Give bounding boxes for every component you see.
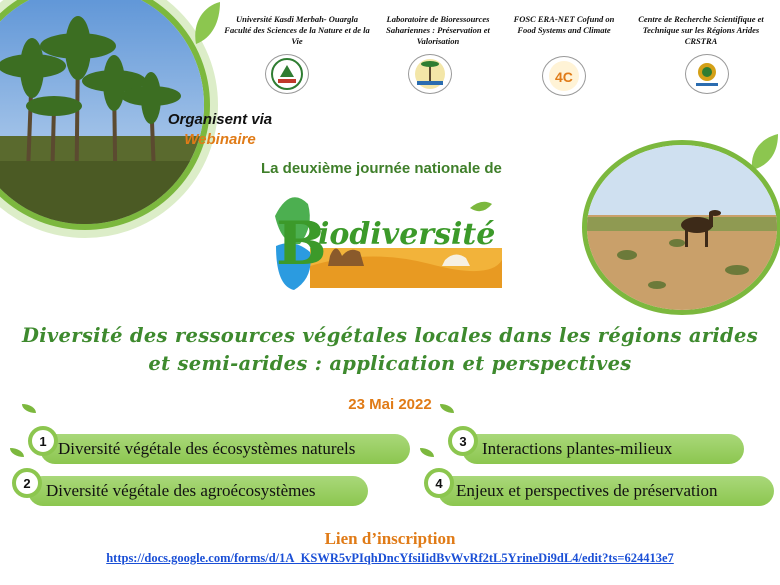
desert-illustration [587, 145, 779, 312]
topic-number-4: 4 [424, 468, 454, 498]
desert-camel-photo [582, 140, 780, 315]
topic-label-2: Diversité végétale des agroécosystèmes [46, 481, 316, 500]
org-ukmo: Université Kasdi Merbah- Ouargla Faculté des Sciences de la Nature et de la Vie [224, 14, 370, 46]
topic-number-1: 1 [28, 426, 58, 456]
biodiversite-initial: B [276, 209, 327, 279]
fosc-logo [542, 56, 586, 96]
crstra-logo [685, 54, 729, 94]
topic-pill-3 [462, 434, 744, 464]
topic-pill-2 [28, 476, 368, 506]
topic-number-3: 3 [448, 426, 478, 456]
webinaire-text: Webinaire [184, 131, 256, 148]
org-crstra: Centre de Recherche Scientifique et Technique sur les Régions Arides CRSTRA [638, 14, 764, 46]
organisent-via-text: Organisent via [167, 111, 273, 128]
lbspv-logo [408, 54, 452, 94]
main-title-line-1: Diversité des ressources végétales locales dans les régions arides [22, 324, 758, 347]
biodiversite-word: iodiversité [318, 217, 496, 252]
topic-label-3: Interactions plantes-milieux [482, 439, 673, 458]
svg-text:4C: 4C [555, 69, 573, 85]
org-lbspv: Laboratoire de Bioressources Sahariennes : Préservation et Valorisation [386, 14, 490, 46]
main-title [0, 322, 780, 378]
topic-pill-1 [40, 434, 410, 464]
registration-label: Lien d’inscription [324, 529, 456, 548]
leaf-icon [420, 448, 434, 457]
biodiversite-banner [270, 186, 502, 294]
topic-label-4: Enjeux et perspectives de préservation [456, 481, 718, 500]
topic-number-2: 2 [12, 468, 42, 498]
topic-label-1: Diversité végétale des écosystèmes naturels [58, 439, 356, 458]
leaf-icon [10, 448, 24, 457]
topic-pill-4 [438, 476, 774, 506]
org-fosc: FOSC ERA-NET Cofund on Food Systems and Climate [513, 14, 615, 35]
main-title-line-2: et semi-arides : application et perspectives [148, 352, 632, 375]
leaf-decoration-icon [190, 0, 222, 46]
registration-link[interactable]: https://docs.google.com/forms/d/1A_KSWR5vPIqhDncYfsiIidBvWvRf2tL5YrineDi9dL4/edit?ts=624413e7 [106, 551, 674, 565]
event-date: 23 Mai 2022 [348, 396, 432, 413]
deuxieme-journee-text: La deuxième journée nationale de [261, 160, 502, 177]
biodiversite-illustration [270, 186, 502, 294]
ukmo-logo [265, 54, 309, 94]
